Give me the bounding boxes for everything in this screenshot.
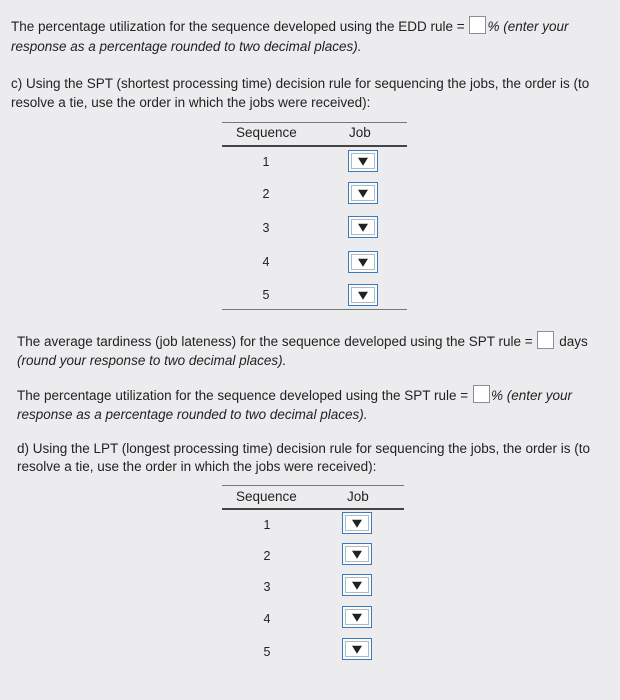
job-dropdown-3[interactable] — [348, 216, 378, 238]
table-top-rule — [222, 485, 404, 486]
spt-utilization-prefix: The percentage utilization for the sequence developed using the SPT rule = — [17, 388, 469, 403]
table-header-rule — [222, 508, 404, 510]
chevron-down-icon — [358, 158, 368, 166]
sequence-number: 5 — [262, 288, 270, 302]
job-dropdown-5[interactable] — [348, 284, 378, 306]
part-d-instruction-line2: resolve a tie, use the order in which the jobs were received): — [17, 459, 377, 474]
table-bottom-rule — [222, 309, 407, 310]
edd-utilization-line1 — [11, 16, 568, 37]
sequence-number: 3 — [262, 221, 270, 235]
job-dropdown-5[interactable] — [342, 638, 372, 660]
spt-utilization-input[interactable] — [473, 385, 490, 403]
spt-tardiness-line2: (round your response to two decimal places). — [17, 353, 287, 368]
chevron-down-icon — [358, 224, 368, 232]
job-dropdown-2[interactable] — [342, 543, 372, 565]
chevron-down-icon — [352, 646, 362, 654]
sequence-number: 4 — [262, 255, 270, 269]
part-d-instruction-line1: d) Using the LPT (longest processing time) decision rule for sequencing the jobs, the order is (to — [17, 441, 591, 456]
job-dropdown-1[interactable] — [348, 150, 378, 172]
chevron-down-icon — [358, 259, 368, 267]
spt-utilization-suffix: % (enter your — [490, 388, 572, 403]
sequence-number: 2 — [263, 549, 271, 563]
sequence-number: 5 — [263, 645, 271, 659]
job-dropdown-4[interactable] — [342, 606, 372, 628]
job-dropdown-3[interactable] — [342, 574, 372, 596]
edd-utilization-line2: response as a percentage rounded to two decimal places). — [11, 39, 362, 54]
sequence-number: 4 — [263, 612, 271, 626]
spt-tardiness-line1 — [17, 331, 588, 352]
chevron-down-icon — [352, 582, 362, 590]
edd-utilization-input[interactable] — [469, 16, 486, 34]
spt-utilization-line1 — [17, 385, 572, 406]
table-header-rule — [222, 145, 407, 147]
sequence-number: 2 — [262, 187, 270, 201]
spt-utilization-line2: response as a percentage rounded to two decimal places). — [17, 407, 368, 422]
chevron-down-icon — [358, 190, 368, 198]
sequence-header: Sequence — [236, 125, 297, 140]
sequence-number: 1 — [263, 518, 271, 532]
job-dropdown-1[interactable] — [342, 512, 372, 534]
job-dropdown-2[interactable] — [348, 182, 378, 204]
chevron-down-icon — [352, 551, 362, 559]
job-header: Job — [349, 125, 371, 140]
chevron-down-icon — [352, 614, 362, 622]
table-top-rule — [222, 122, 407, 123]
spt-tardiness-suffix: days — [559, 334, 588, 349]
edd-utilization-prefix: The percentage utilization for the sequence developed using the EDD rule = — [11, 19, 465, 34]
spt-tardiness-input[interactable] — [537, 331, 554, 349]
part-c-instruction-line2: resolve a tie, use the order in which the jobs were received): — [11, 95, 371, 110]
sequence-header: Sequence — [236, 489, 297, 504]
job-dropdown-4[interactable] — [348, 251, 378, 273]
sequence-number: 3 — [263, 580, 271, 594]
edd-utilization-suffix: % (enter your — [487, 19, 569, 34]
job-header: Job — [347, 489, 369, 504]
sequence-number: 1 — [262, 155, 270, 169]
spt-tardiness-prefix: The average tardiness (job lateness) for the sequence developed using the SPT rule = — [17, 334, 533, 349]
part-c-instruction-line1: c) Using the SPT (shortest processing time) decision rule for sequencing the jobs, the order is (to — [11, 76, 590, 91]
chevron-down-icon — [352, 520, 362, 528]
chevron-down-icon — [358, 292, 368, 300]
